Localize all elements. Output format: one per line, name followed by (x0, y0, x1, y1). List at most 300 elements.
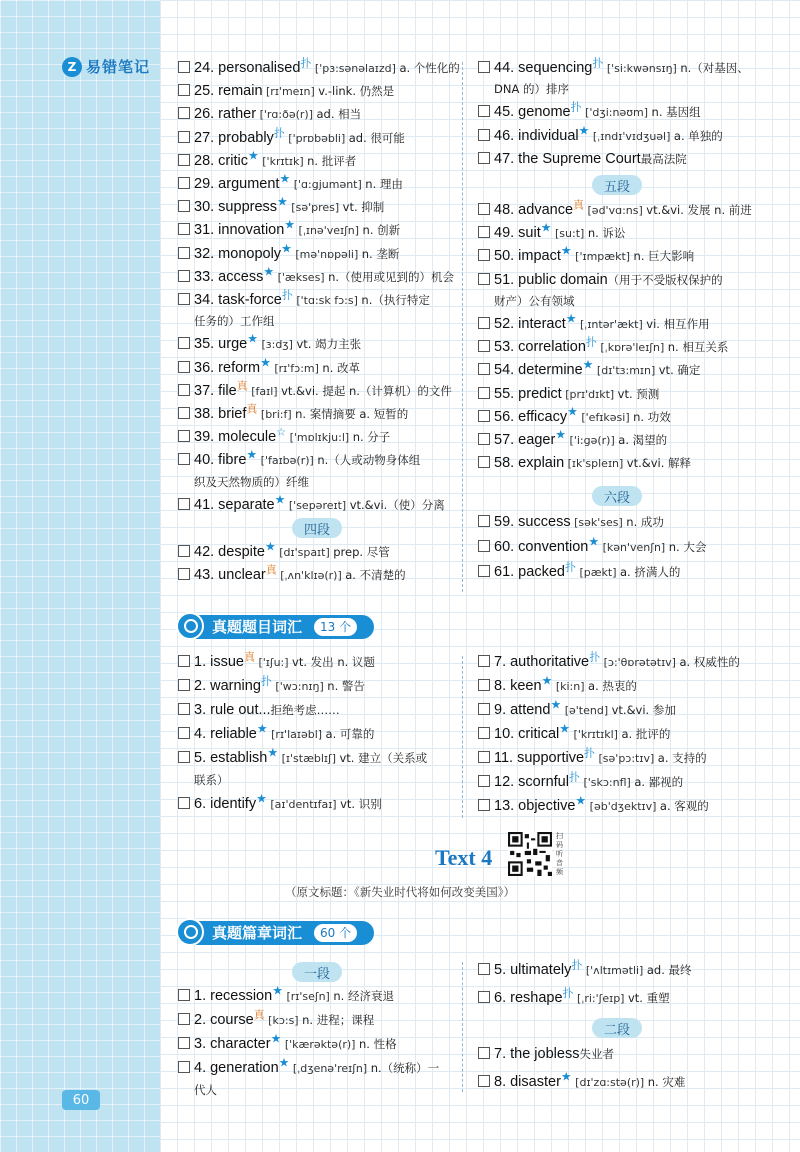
definition: （用于不受版权保护的 (607, 272, 723, 287)
definition: vt.&vi. 提起 n.（计算机）的文件 (281, 383, 452, 398)
vocab-entry (478, 772, 683, 793)
definition: v.-link. 仍然是 (318, 84, 395, 99)
checkbox[interactable] (478, 203, 490, 215)
phonetic: [əb'dʒektɪv] (586, 800, 660, 813)
section-banner-question-vocab (176, 612, 376, 642)
vocab-word: 44. sequencing (494, 60, 593, 76)
vocab-entry (478, 360, 700, 381)
phonetic: ['ækses] (274, 270, 329, 284)
vocab-word: 48. advance (494, 202, 574, 218)
vocab-entry (178, 1031, 397, 1055)
phonetic: [ˌɪntər'ækt] (576, 318, 647, 331)
vocab-word: 51. public domain (494, 271, 608, 288)
phonetic: ['ɪmpækt] (571, 250, 634, 264)
vocab-entry (478, 453, 691, 474)
checkbox[interactable] (178, 223, 190, 235)
phonetic: [ki:n] (552, 680, 589, 693)
checkbox[interactable] (178, 751, 190, 763)
vocab-word: 10. critical (494, 726, 560, 742)
vocab-entry (178, 381, 452, 402)
checkbox[interactable] (478, 273, 490, 285)
difficulty-mark: 真 (243, 650, 255, 664)
phonetic: ['faɪbə(r)] (257, 454, 318, 468)
vocab-entry (478, 512, 664, 533)
phonetic: [pækt] (575, 566, 620, 579)
difficulty-mark: ★ (560, 1069, 572, 1084)
definition: n. 警告 (327, 679, 365, 693)
difficulty-mark: 扑 (273, 126, 285, 140)
checkbox[interactable] (178, 1061, 190, 1073)
vocab-word: 52. interact (494, 316, 566, 332)
difficulty-mark: ★ (284, 218, 296, 233)
vocab-entry (478, 960, 692, 981)
phonetic: ['pɜ:sənəlaɪzd] (311, 62, 400, 75)
vocab-entry (478, 123, 723, 147)
definition-continued: 联系） (194, 773, 229, 787)
vocab-entry (478, 652, 740, 673)
vocab-entry (478, 58, 749, 79)
phonetic: ['rɑ:ðə(r)] (256, 108, 317, 122)
section1-left-column-2 (178, 539, 462, 592)
vocab-entry (478, 246, 694, 267)
vocab-entry (178, 1055, 440, 1079)
definition: a. 客观的 (659, 799, 709, 813)
checkbox[interactable] (478, 456, 490, 468)
vocab-word: 59. success (494, 514, 571, 530)
vocab-word: 7. authoritative (494, 654, 590, 670)
difficulty-mark: 扑 (568, 770, 580, 784)
vocab-entry (178, 58, 460, 79)
checkbox[interactable] (178, 703, 190, 715)
difficulty-mark: ★ (256, 791, 267, 806)
phonetic: [dɪ'zɑ:stə(r)] (571, 1076, 648, 1089)
checkbox[interactable] (178, 797, 190, 809)
checkbox[interactable] (178, 655, 190, 667)
definition: prep. 尽管 (333, 545, 390, 559)
section2-right-column (478, 652, 778, 822)
difficulty-mark: 扑 (260, 674, 272, 688)
checkbox[interactable] (478, 565, 490, 577)
difficulty-mark: 真 (265, 563, 277, 577)
checkbox[interactable] (178, 545, 190, 557)
checkbox[interactable] (478, 515, 490, 527)
phonetic: [rɪ'meɪn] (262, 85, 319, 99)
vocab-word: 4. reliable (194, 726, 257, 742)
vocab-word: 33. access (194, 268, 264, 285)
definition: 最高法院 (640, 151, 687, 166)
phonetic: [ɪk'spleɪn] (564, 457, 627, 471)
checkbox[interactable] (478, 540, 490, 552)
vocab-word: 11. supportive (494, 750, 585, 766)
phonetic: [rɪ'seʃn] (282, 990, 334, 1003)
definition: n. 分子 (352, 430, 391, 445)
vocab-entry (478, 748, 707, 769)
difficulty-mark: 扑 (571, 958, 583, 972)
vocab-word: 24. personalised (194, 60, 301, 76)
checkbox[interactable] (478, 991, 490, 1003)
vocab-entry (478, 200, 752, 221)
vocab-word: 6. reshape (494, 990, 563, 1006)
difficulty-mark: 扑 (570, 101, 582, 115)
checkbox[interactable] (178, 337, 190, 349)
vocab-word: 54. determine (494, 362, 583, 379)
phonetic: [kɔ:s] (264, 1014, 303, 1027)
definition: n. 案情摘要 a. 短暂的 (295, 407, 409, 421)
vocab-entry (178, 492, 445, 516)
difficulty-mark: ★ (246, 448, 258, 463)
checkbox[interactable] (478, 226, 490, 238)
definition: a. 渴望的 (618, 433, 668, 447)
vocab-entry (178, 128, 405, 149)
checkbox[interactable] (178, 568, 190, 580)
checkbox[interactable] (178, 270, 190, 282)
vocab-entry (478, 337, 728, 358)
difficulty-mark: ★ (541, 673, 553, 688)
checkbox[interactable] (178, 361, 190, 373)
phonetic: [ˌdʒenə'reɪʃn] (289, 1062, 371, 1075)
phonetic: [sək'ses] (570, 516, 627, 529)
vocab-word: 1. recession (194, 988, 273, 1004)
phonetic: ['ʌltɪmətli] (582, 964, 647, 977)
definition: ad. 相当 (316, 107, 362, 122)
difficulty-mark: ★ (277, 194, 288, 209)
phonetic: ['mɒlɪkju:l] (286, 431, 353, 445)
difficulty-mark: 真 (253, 1008, 265, 1022)
definition: n. 进程；课程 (302, 1013, 375, 1027)
section-banner-passage-vocab (176, 918, 376, 948)
vocab-word: 45. genome (494, 104, 571, 121)
phonetic: [əd'vɑ:ns] (584, 204, 647, 217)
checkbox[interactable] (478, 249, 490, 261)
vocab-entry (178, 148, 357, 172)
checkbox[interactable] (478, 727, 490, 739)
checkbox[interactable] (478, 387, 490, 399)
phonetic: [su:t] (551, 227, 588, 241)
vocab-word: 39. molecule (194, 429, 277, 446)
vocab-entry (178, 290, 430, 311)
difficulty-mark: 扑 (589, 650, 601, 664)
vocab-word: 53. correlation (494, 339, 586, 356)
definition: n.（使用或见到的）机会 (328, 269, 455, 284)
section3-left-column (178, 983, 462, 1098)
phonetic: ['i:gə(r)] (566, 434, 619, 447)
phonetic: [ɔ:'θɒrətətɪv] (600, 656, 680, 669)
definition: vt. 竭力主张 (296, 337, 362, 352)
definition-continued: DNA 的）排序 (494, 82, 569, 97)
phonetic: [sə'pres] (287, 201, 343, 215)
checkbox[interactable] (178, 200, 190, 212)
checkbox[interactable] (178, 107, 190, 119)
section1-right-column-3 (478, 512, 778, 592)
difficulty-mark: ★ (582, 358, 594, 373)
difficulty-mark: ★ (260, 355, 271, 370)
phonetic: ['si:kwənsɪŋ] (603, 62, 681, 75)
vocab-word: 3. character (194, 1036, 271, 1052)
vocab-word: 55. predict (494, 385, 562, 402)
phonetic: [ˌɪnə'veɪʃn] (295, 224, 363, 238)
checkbox[interactable] (478, 340, 490, 352)
vocab-entry (178, 676, 365, 697)
phonetic: [aɪ'dentɪfaɪ] (266, 798, 341, 811)
section1-right-column (478, 58, 778, 178)
page-number: 60 (62, 1090, 100, 1110)
definition: vt.&vi. 发展 n. 前进 (646, 203, 752, 217)
checkbox[interactable] (178, 293, 190, 305)
definition: vt.&vi.（使）分离 (349, 497, 445, 512)
vocab-entry (178, 652, 375, 673)
vocab-word: 56. efficacy (494, 408, 568, 425)
definition: vt. 发出 n. 议题 (292, 655, 375, 669)
vocab-word: 41. separate (194, 496, 275, 513)
definition: vt. 确定 (658, 363, 701, 378)
phonetic: [ˌri:'ʃeɪp] (573, 992, 628, 1005)
difficulty-mark: ★ (256, 721, 268, 736)
phonetic: [sə'pɔ:tɪv] (595, 752, 658, 765)
definition: n. 基因组 (651, 105, 701, 120)
checkbox[interactable] (478, 129, 490, 141)
vocab-entry (178, 427, 390, 448)
difficulty-mark: 真 (573, 198, 585, 212)
definition: vt. 建立（关系或 (339, 751, 428, 765)
vocab-word: 46. individual (494, 127, 579, 144)
vocab-word: 5. ultimately (494, 962, 572, 978)
difficulty-mark: ★ (247, 332, 258, 347)
definition: n. 垄断 (361, 246, 400, 261)
definition: n. 灾难 (647, 1075, 686, 1089)
vocab-word: 3. rule out... (194, 702, 271, 718)
phonetic: ['tɑ:sk fɔ:s] (292, 294, 362, 307)
definition: ad. 最终 (646, 963, 692, 977)
vocab-entry (478, 793, 709, 817)
definition: n. 成功 (626, 515, 664, 529)
difficulty-mark: ★ (565, 311, 577, 326)
phonetic: [rɪ'laɪəbl] (267, 728, 326, 741)
segment-label-yi: 一段 (292, 962, 342, 982)
checkbox[interactable] (178, 61, 190, 73)
checkbox[interactable] (178, 727, 190, 739)
phonetic: ['ɪʃu:] (254, 656, 293, 669)
phonetic: ['ɑ:gjumənt] (290, 178, 366, 191)
vocab-word: 8. disaster (494, 1074, 561, 1090)
definition: a. 单独的 (673, 128, 723, 143)
definition: n.（对基因、 (680, 61, 749, 75)
checkbox[interactable] (178, 84, 190, 96)
difficulty-mark: 扑 (281, 288, 293, 302)
definition: vt.&vi. 参加 (611, 703, 676, 717)
text-heading: Text 4 (435, 845, 493, 870)
checkbox[interactable] (178, 1037, 190, 1049)
difficulty-mark: ★ (248, 148, 259, 163)
vocab-word: 2. course (194, 1012, 254, 1028)
checkbox[interactable] (478, 1047, 490, 1059)
checkbox[interactable] (478, 410, 490, 422)
difficulty-mark: ★ (267, 745, 279, 760)
phonetic: [kən'venʃn] (599, 541, 669, 554)
vocab-entry (478, 1044, 614, 1065)
vocab-word: 37. file (194, 382, 237, 399)
difficulty-mark: ★ (272, 983, 283, 998)
definition: vt.&vi. 解释 (626, 456, 692, 471)
section2-left-column (178, 652, 462, 822)
vocab-word: 27. probably (194, 129, 274, 146)
definition: a. 批评的 (621, 727, 671, 741)
definition: vt. 抑制 (342, 200, 385, 215)
vocab-word: 8. keen (494, 678, 542, 694)
definition: n.（统称）一 (370, 1061, 440, 1075)
definition: n. 创新 (362, 223, 401, 238)
checkbox[interactable] (178, 247, 190, 259)
vocab-word: 30. suppress (194, 199, 278, 216)
checkbox[interactable] (178, 384, 190, 396)
banner-title: 真题篇章词汇 (212, 924, 303, 942)
difficulty-mark: ★ (575, 793, 587, 808)
difficulty-mark: ★ (281, 241, 292, 256)
vocab-entry (478, 220, 626, 244)
qr-caption: 扫码听音频 (556, 832, 563, 876)
difficulty-mark: 扑 (564, 560, 576, 574)
checkbox[interactable] (478, 61, 490, 73)
definition: a. 挤满人的 (620, 565, 681, 579)
checkbox[interactable] (478, 433, 490, 445)
search-icon (176, 918, 204, 946)
vocab-entry (478, 673, 637, 697)
difficulty-mark: ★ (279, 171, 291, 186)
difficulty-mark: ★ (578, 123, 590, 138)
phonetic: [dɪ'spaɪt] (275, 546, 334, 559)
brand-logo (62, 56, 150, 77)
vocab-word: 13. objective (494, 798, 576, 814)
vocab-entry (178, 171, 403, 195)
difficulty-mark: 真 (236, 379, 248, 393)
phonetic: ['wɔ:nɪŋ] (271, 680, 328, 693)
definition: n. 诉讼 (587, 226, 626, 241)
definition: a. 权威性的 (679, 655, 740, 669)
checkbox[interactable] (478, 152, 490, 164)
checkbox[interactable] (478, 363, 490, 375)
difficulty-mark: ★ (555, 427, 567, 442)
vocab-word: 47. the Supreme Court (494, 150, 641, 167)
definition: a. 热衷的 (588, 679, 637, 693)
vocab-word: 50. impact (494, 248, 561, 265)
checkbox[interactable] (478, 751, 490, 763)
vocab-word: 43. unclear (194, 567, 266, 584)
difficulty-mark: ★ (270, 1031, 282, 1046)
definition: vt. 预测 (617, 386, 660, 401)
difficulty-mark: ☆ (276, 425, 287, 439)
definition: a. 支持的 (657, 751, 707, 765)
phonetic: ['skɔ:nfl] (579, 776, 635, 789)
checkbox[interactable] (178, 430, 190, 442)
qr-code-icon (508, 832, 552, 876)
checkbox[interactable] (478, 963, 490, 975)
definition-continued: 财产）公有领域 (494, 293, 575, 308)
vocab-entry (178, 1010, 374, 1031)
checkbox[interactable] (178, 407, 190, 419)
vocab-entry (478, 988, 670, 1009)
definition: a. 不清楚的 (345, 568, 406, 583)
vocab-word: 12. scornful (494, 774, 569, 790)
difficulty-mark: ★ (560, 244, 572, 259)
checkbox[interactable] (478, 317, 490, 329)
vocab-word: 26. rather (194, 106, 257, 123)
section3-right-column (478, 960, 778, 1016)
checkbox[interactable] (478, 775, 490, 787)
phonetic: ['krɪtɪkl] (570, 728, 622, 741)
difficulty-mark: 扑 (585, 335, 597, 349)
checkbox[interactable] (178, 177, 190, 189)
vocab-word: 57. eager (494, 432, 556, 448)
definition: vt. 识别 (340, 797, 382, 811)
definition: n.（人或动物身体组 (317, 453, 421, 468)
difficulty-mark: 扑 (562, 986, 574, 1000)
vocab-word: 1. issue (194, 654, 244, 670)
vocab-word: 25. remain (194, 83, 263, 100)
vocab-entry (178, 404, 408, 425)
vocab-entry (178, 791, 382, 815)
checkbox[interactable] (478, 679, 490, 691)
checkbox[interactable] (478, 799, 490, 811)
vocab-entry (178, 721, 375, 745)
definition: n. 功效 (633, 409, 671, 424)
vocab-word: 6. identify (194, 796, 257, 812)
vocab-word: 36. reform (194, 359, 261, 376)
definition: a. 个性化的 (399, 61, 460, 75)
checkbox[interactable] (178, 989, 190, 1001)
difficulty-mark: ★ (263, 264, 275, 279)
vocab-entry (178, 700, 340, 721)
phonetic: ['sepəreɪt] (285, 498, 350, 512)
checkbox[interactable] (178, 679, 190, 691)
vocab-entry (478, 534, 707, 558)
logo-text: 易错笔记 (86, 58, 151, 76)
section3-right-column-2 (478, 1044, 778, 1100)
segment-label-liu: 六段 (592, 486, 642, 506)
checkbox[interactable] (178, 453, 190, 465)
phonetic: [ə'tend] (561, 704, 612, 717)
phonetic: ['dʒi:nəʊm] (581, 106, 652, 120)
vocab-entry (478, 270, 723, 291)
column-divider (462, 962, 463, 1092)
definition: 拒绝考虑…… (270, 703, 340, 717)
vocab-entry (478, 562, 680, 583)
vocab-entry (178, 81, 394, 102)
vocab-entry (178, 450, 420, 471)
definition: n. 改革 (322, 360, 361, 375)
vocab-entry (178, 264, 455, 288)
vocab-word: 29. argument (194, 176, 280, 192)
checkbox[interactable] (478, 1075, 490, 1087)
definition: a. 鄙视的 (634, 775, 684, 789)
vocab-word: 9. attend (494, 702, 551, 718)
definition-continued: 代人 (194, 1083, 217, 1097)
phonetic: [ˌʌn'klɪə(r)] (276, 569, 346, 583)
checkbox[interactable] (178, 131, 190, 143)
checkbox[interactable] (178, 498, 190, 510)
vocab-entry (178, 220, 400, 241)
column-divider (462, 62, 463, 592)
checkbox[interactable] (478, 703, 490, 715)
checkbox[interactable] (178, 154, 190, 166)
checkbox[interactable] (478, 655, 490, 667)
checkbox[interactable] (178, 1013, 190, 1025)
checkbox[interactable] (478, 105, 490, 117)
definition-continued: 织及天然物质的）纤维 (194, 474, 309, 489)
vocab-word: 32. monopoly (194, 245, 282, 262)
vocab-word: 38. brief (194, 406, 247, 422)
definition: n. 大会 (668, 540, 707, 554)
section1-left-column (178, 58, 462, 588)
vocab-word: 2. warning (194, 678, 261, 694)
